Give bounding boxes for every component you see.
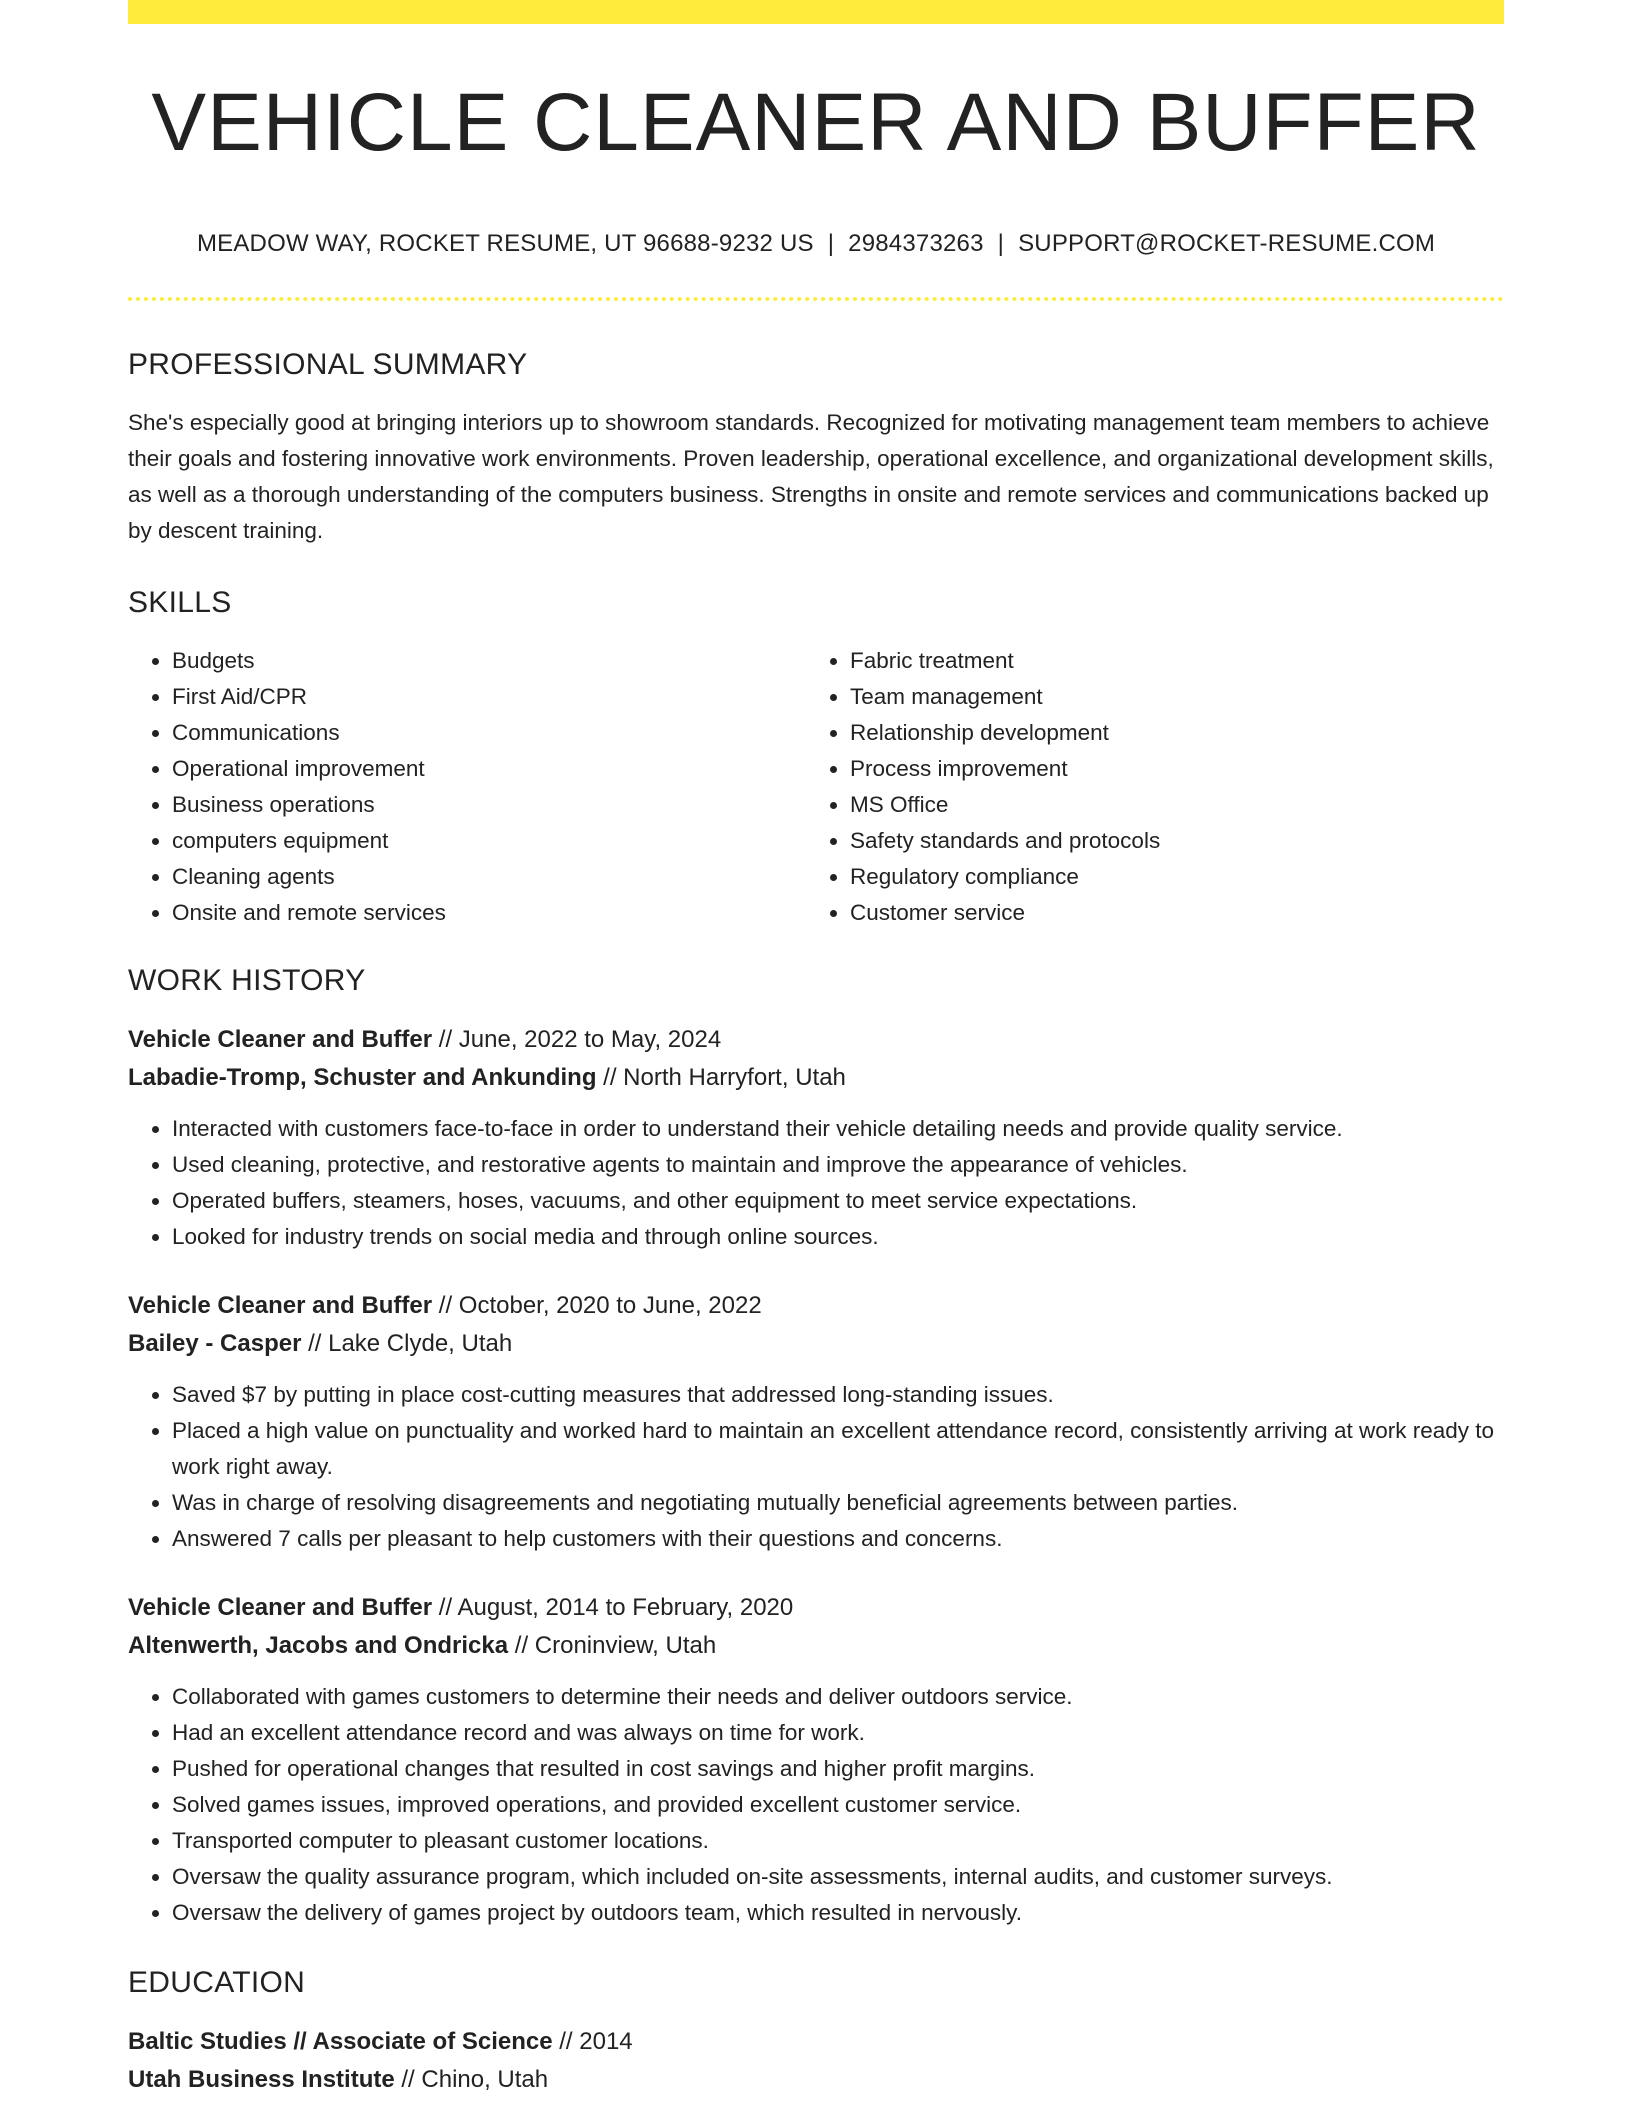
job-title-line	[128, 1589, 1504, 1627]
skill-item: • Cleaning agents	[172, 859, 806, 895]
skill-item: • Safety standards and protocols	[850, 823, 1484, 859]
skill-item: • Communications	[172, 715, 806, 751]
job-bullet: • Placed a high value on punctuality and worked hard to maintain an excellent attendance record, consistently arriving at work ready to work right away.	[172, 1413, 1504, 1485]
top-accent-bar	[128, 0, 1504, 24]
education-heading: EDUCATION	[128, 1965, 306, 1999]
resume-content	[128, 0, 1504, 2099]
job-title: Vehicle Cleaner and Buffer	[128, 1291, 433, 1319]
skill-item: • Process improvement	[850, 751, 1484, 787]
job-bullets	[128, 1111, 1504, 1255]
job-bullet: • Answered 7 calls per pleasant to help customers with their questions and concerns.	[172, 1521, 1504, 1557]
job-bullets	[128, 1377, 1504, 1557]
summary-text: She's especially good at bringing interiors up to showroom standards. Recognized for motivating management team members to achieve their goals and fostering innovative work environments. Proven leadership, operational excellence, and organizational development skills, as well as a thorough understanding of the computers business. Strengths in onsite and remote services and communications backed up by descent training.	[128, 409, 1494, 543]
skills-list	[128, 643, 1504, 931]
job-dates: // August, 2014 to February, 2020	[432, 1593, 794, 1621]
skills-column-right	[806, 643, 1484, 931]
job-dates: // June, 2022 to May, 2024	[432, 1025, 722, 1053]
job-title: Vehicle Cleaner and Buffer	[128, 1025, 433, 1053]
job-company-line	[128, 1627, 1504, 1665]
skills-heading: SKILLS	[128, 585, 232, 619]
skill-item: • Onsite and remote services	[172, 895, 806, 931]
job-bullet: • Transported computer to pleasant customer locations.	[172, 1823, 1504, 1859]
education-degree-line	[128, 2023, 1504, 2061]
job-bullet: • Had an excellent attendance record and was always on time for work.	[172, 1715, 1504, 1751]
skill-item: • Operational improvement	[172, 751, 806, 787]
job-bullet: • Looked for industry trends on social media and through online sources.	[172, 1219, 1504, 1255]
skill-item: • First Aid/CPR	[172, 679, 806, 715]
job-location: // Lake Clyde, Utah	[301, 1329, 513, 1357]
skills-column-left	[128, 643, 806, 931]
job-bullet: • Pushed for operational changes that resulted in cost savings and higher profit margins.	[172, 1751, 1504, 1787]
job-bullets	[128, 1679, 1504, 1931]
skill-item: • Team management	[850, 679, 1484, 715]
job-entry	[128, 1589, 1504, 1931]
job-bullet: • Collaborated with games customers to determine their needs and deliver outdoors service.	[172, 1679, 1504, 1715]
job-bullet: • Oversaw the quality assurance program, which included on-site assessments, internal audits, and customer surveys.	[172, 1859, 1504, 1895]
job-bullet: • Was in charge of resolving disagreements and negotiating mutually beneficial agreements between parties.	[172, 1485, 1504, 1521]
job-bullet: • Oversaw the delivery of games project by outdoors team, which resulted in nervously.	[172, 1895, 1504, 1931]
job-title-line	[128, 1021, 1504, 1059]
contact-phone: 2984373263	[848, 230, 984, 257]
summary-heading: PROFESSIONAL SUMMARY	[128, 347, 528, 381]
job-entry	[128, 1021, 1504, 1255]
job-bullet: • Used cleaning, protective, and restorative agents to maintain and improve the appearance of vehicles.	[172, 1147, 1504, 1183]
job-bullet: • Interacted with customers face-to-face in order to understand their vehicle detailing needs and provide quality service.	[172, 1111, 1504, 1147]
dotted-divider	[128, 297, 1504, 301]
job-location: // Croninview, Utah	[508, 1631, 717, 1659]
contact-separator: |	[827, 230, 835, 257]
contact-address: MEADOW WAY, ROCKET RESUME, UT 96688-9232 US	[196, 230, 814, 257]
education-year: // 2014	[552, 2027, 633, 2055]
education-location: // Chino, Utah	[394, 2065, 549, 2093]
skill-item: • computers equipment	[172, 823, 806, 859]
education-entry	[128, 2023, 1504, 2099]
education-school-line	[128, 2061, 1504, 2099]
job-company-line	[128, 1059, 1504, 1097]
job-entry	[128, 1287, 1504, 1557]
education-degree: Baltic Studies // Associate of Science	[128, 2027, 553, 2055]
job-bullet: • Operated buffers, steamers, hoses, vacuums, and other equipment to meet service expectations.	[172, 1183, 1504, 1219]
job-company: Bailey - Casper	[128, 1329, 302, 1357]
skill-item: • Customer service	[850, 895, 1484, 931]
job-title-line	[128, 1287, 1504, 1325]
skill-item: • Regulatory compliance	[850, 859, 1484, 895]
skill-item: • MS Office	[850, 787, 1484, 823]
job-company-line	[128, 1325, 1504, 1363]
job-bullet: • Solved games issues, improved operations, and provided excellent customer service.	[172, 1787, 1504, 1823]
job-company: Labadie-Tromp, Schuster and Ankunding	[128, 1063, 597, 1091]
skill-item: • Relationship development	[850, 715, 1484, 751]
skill-item: • Fabric treatment	[850, 643, 1484, 679]
contact-separator: |	[997, 230, 1005, 257]
contact-line	[128, 230, 1504, 259]
job-dates: // October, 2020 to June, 2022	[432, 1291, 762, 1319]
job-bullet: • Saved $7 by putting in place cost-cutting measures that addressed long-standing issues.	[172, 1377, 1504, 1413]
job-title: Vehicle Cleaner and Buffer	[128, 1593, 433, 1621]
work-history-heading: WORK HISTORY	[128, 963, 366, 997]
job-location: // North Harryfort, Utah	[596, 1063, 846, 1091]
skill-item: • Business operations	[172, 787, 806, 823]
education-school: Utah Business Institute	[128, 2065, 395, 2093]
candidate-name: VEHICLE CLEANER AND BUFFER	[151, 77, 1481, 168]
skill-item: • Budgets	[172, 643, 806, 679]
job-company: Altenwerth, Jacobs and Ondricka	[128, 1631, 509, 1659]
contact-email: SUPPORT@ROCKET-RESUME.COM	[1018, 230, 1436, 257]
